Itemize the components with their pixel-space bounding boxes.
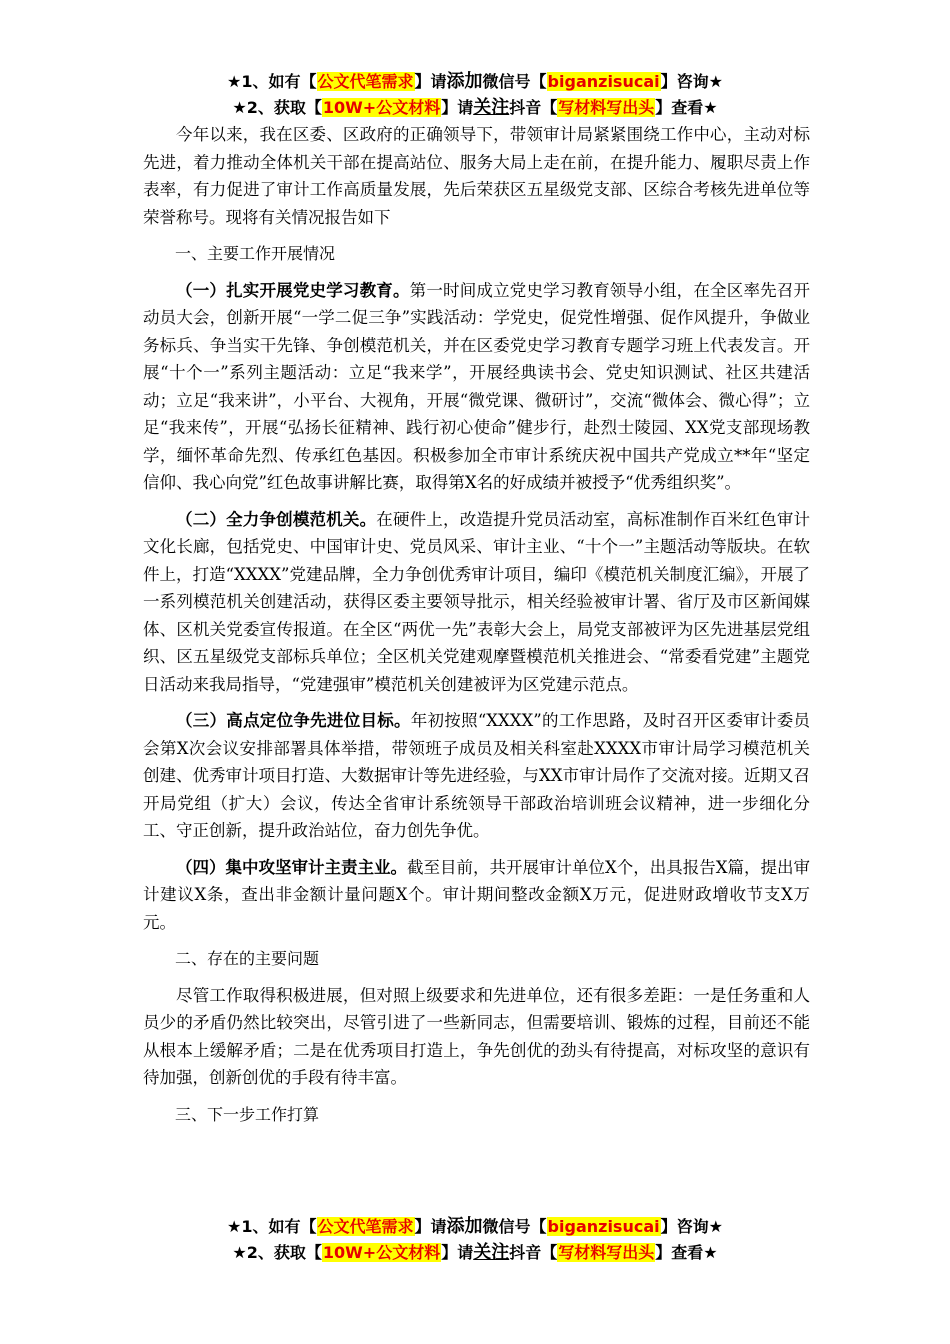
- intro-paragraph: 今年以来，我在区委、区政府的正确领导下，带领审计局紧紧围绕工作中心，主动对标先进，着力推动全体机关干部在提高站位、服务大局上走在前，在提升能力、履职尽责上作表率，有力促进了审计工作高质量发展，先后荣获区五星级党支部、区综合考核先进单位等荣誉称号。现将有关情况报告如下: [143, 125, 810, 227]
- footer-wechat-id[interactable]: biganzisucai: [547, 1217, 660, 1236]
- banner-line-2: ★2、获取【10W+公文材料】请关注抖音【写材料写出头】查看★: [232, 97, 718, 118]
- footer-line-1: ★1、如有【公文代笔需求】请添加微信号【biganzisucai】咨询★: [227, 1216, 723, 1237]
- section-heading-3: 三、下一步工作打算: [175, 1104, 320, 1124]
- douyin-account[interactable]: 写材料写出头: [558, 98, 655, 117]
- paragraph-model-organ: （二）全力争创模范机关。在硬件上，改造提升党员活动室，高标准制作百米红色审计文化长廊，包括党史、中国审计史、党员风采、审计主业、“十个一”主题活动等版块。在软件上，打造“XXXX”党建品牌，全力争创优秀审计项目，编印《模范机关制度汇编》，开展了一系列模范机关创建活动，获得区委主要领导批示，相关经验被审计署、省厅及市区新闻媒体、区机关党委宣传报道。在全区“两优一先”表彰大会上，局党支部被评为区先进基层党组织、区五星级党支部标兵单位；全区机关党建观摩暨模范机关推进会、“常委看党建”主题党日活动来我局指导，“党建强审”模范机关创建被评为区党建示范点。: [143, 509, 811, 694]
- subheading-1: （一）扎实开展党史学习教育。: [176, 280, 410, 300]
- paragraph-problems: 尽管工作取得积极进展，但对照上级要求和先进单位，还有很多差距：一是任务重和人员少的矛盾仍然比较突出，尽管引进了一些新同志，但需要培训、锻炼的过程，目前还不能从根本上缓解矛盾；二是在优秀项目打造上，争先创优的劲头有待提高，对标攻坚的意识有待加强，创新创优的手段有待丰富。: [143, 985, 810, 1087]
- subheading-4: （四）集中攻坚审计主责主业。: [176, 857, 407, 877]
- paragraph-audit-work: （四）集中攻坚审计主责主业。截至目前，共开展审计单位X个，出具报告X篇，提出审计建议X条，查出非金额计量问题X个。审计期间整改金额X万元，促进财政增收节支X万元。: [143, 857, 810, 932]
- wechat-id[interactable]: biganzisucai: [547, 72, 660, 91]
- footer-banner: [0, 1214, 950, 1266]
- highlight-materials: 10W+公文材料: [322, 98, 441, 117]
- section-heading-2: 二、存在的主要问题: [175, 949, 320, 968]
- footer-highlight-materials: 10W+公文材料: [322, 1243, 441, 1262]
- header-banner: [0, 69, 950, 121]
- section-heading-1: 一、主要工作开展情况: [175, 244, 336, 263]
- footer-highlight-service: 公文代笔需求: [317, 1217, 414, 1236]
- paragraph-party-history: （一）扎实开展党史学习教育。第一时间成立党史学习教育领导小组，在全区率先召开动员大会，创新开展“一学二促三争”实践活动：学党史，促党性增强、促作风提升，争做业务标兵、争当实干先锋、争创模范机关，并在区委党史学习教育专题学习班上代表发言。开展“十个一”系列主题活动：立足“我来学”，开展经典读书会、党史知识测试、社区共建活动；立足“我来讲”，小平台、大视角，开展“微党课、微研讨”，交流“微体会、微心得”；立足“我来传”，开展“弘扬长征精神、践行初心使命”健步行，赴烈士陵园、XX党支部现场教学，缅怀革命先烈、传承红色基因。积极参加全市审计系统庆祝中国共产党成立**年“坚定信仰、我心向党”红色故事讲解比赛，取得第X名的好成绩并被授予“优秀组织奖”。: [143, 280, 811, 492]
- highlight-service: 公文代笔需求: [317, 72, 414, 91]
- banner-line-1: ★1、如有【公文代笔需求】请添加微信号【biganzisucai】咨询★: [227, 71, 723, 92]
- subheading-2: （二）全力争创模范机关。: [176, 509, 377, 529]
- footer-line-2: ★2、获取【10W+公文材料】请关注抖音【写材料写出头】查看★: [232, 1242, 718, 1263]
- subheading-3: （三）高点定位争先进位目标。: [176, 711, 411, 730]
- document-body: [143, 121, 810, 1128]
- footer-douyin-account[interactable]: 写材料写出头: [558, 1243, 655, 1262]
- paragraph-targets: （三）高点定位争先进位目标。年初按照“XXXX”的工作思路，及时召开区委审计委员会第X次会议安排部署具体举措，带领班子成员及相关科室赴XXXX市审计局学习模范机关创建、优秀审计项目打造、大数据审计等先进经验，与XX市审计局作了交流对接。近期又召开局党组（扩大）会议，传达全省审计系统领导干部政治培训班会议精神，进一步细化分工、守正创新，提升政治站位，奋力创先争优。: [143, 711, 810, 840]
